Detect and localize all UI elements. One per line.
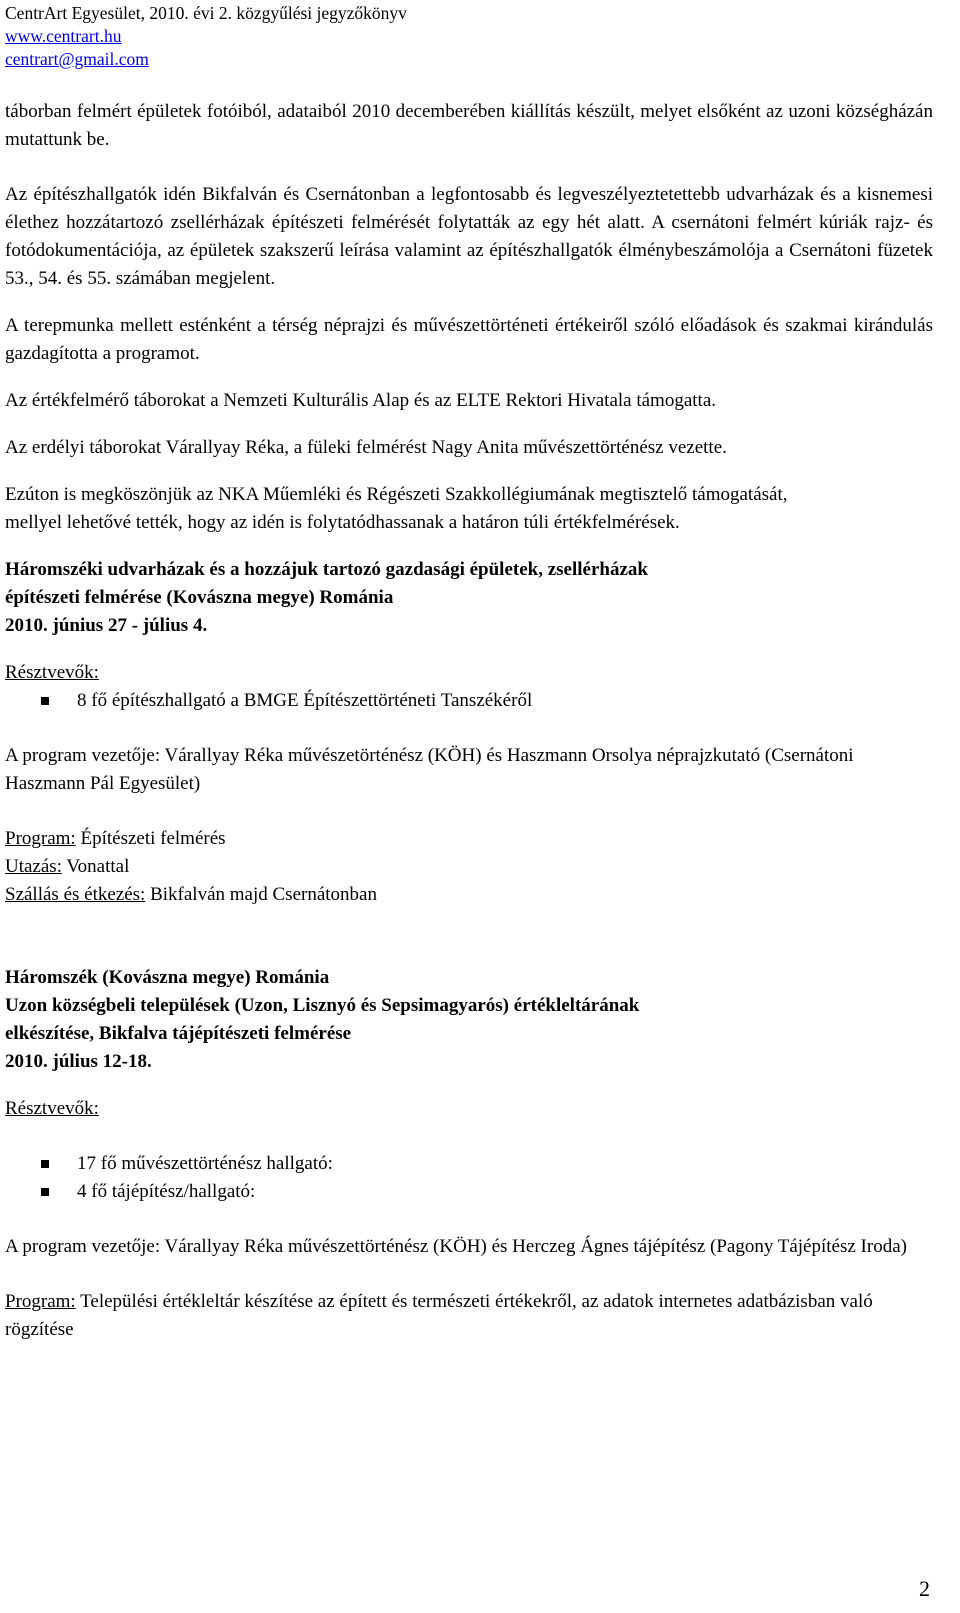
lodging-label: Szállás és étkezés:: [5, 884, 146, 905]
travel-label: Utazás:: [5, 856, 62, 877]
program-label: Program:: [5, 1291, 76, 1312]
document-title: CentrArt Egyesület, 2010. évi 2. közgyűlési jegyzőkönyv: [5, 3, 407, 23]
section-1-leader: A program vezetője: Várallyay Réka művészetörténész (KÖH) és Haszmann Orsolya néprajzkutató (Csernátoni Haszmann Pál Egyesület): [5, 745, 854, 794]
section-1-program: [5, 825, 933, 853]
section-2-heading: [5, 964, 933, 1076]
section-2: [5, 964, 933, 1344]
section-1-heading: [5, 556, 933, 640]
list-item: 8 fő építészhallgató a BMGE Építészettörténeti Tanszékéről: [41, 687, 933, 715]
paragraph-2: Az építészhallgatók idén Bikfalván és Csernátonban a legfontosabb és legveszélyeztetettebb udvarházak és a kisnemesi élethez hozzátartozó zsellérházak építészeti felmérését folytatták az egy hét alatt. A csernátoni felmért kúriák rajz- és fotódokumentációja, az épületek szakszerű leírása valamint az építészhallgatók élménybeszámolója a Csernátoni füzetek 53., 54. és 55. számában megjelent.: [5, 184, 933, 289]
section-1-participants-label: Résztvevők:: [5, 662, 99, 683]
section-1: [5, 556, 933, 909]
paragraph-1: táborban felmért épületek fotóiból, adataiból 2010 decemberében kiállítás készült, melyet elsőként az uzoni községházán mutattunk be.: [5, 101, 933, 150]
paragraph-3: A terepmunka mellett esténként a térség néprajzi és művészettörténeti értékeiről szóló előadások és szakmai kirándulás gazdagította a programot.: [5, 315, 933, 364]
section-1-heading-line-2: építészeti felmérése (Kovászna megye) Románia: [5, 587, 394, 608]
page-number: 2: [919, 1576, 930, 1601]
email-link[interactable]: centrart@gmail.com: [5, 49, 149, 69]
paragraph-4: Az értékfelmérő táborokat a Nemzeti Kulturális Alap és az ELTE Rektori Hivatala támogatta.: [5, 390, 717, 411]
section-2-leader: A program vezetője: Várallyay Réka művészettörténész (KÖH) és Herczeg Ágnes tájépítész (Pagony Tájépítész Iroda): [5, 1236, 907, 1257]
section-2-heading-line-3: elkészítése, Bikfalva tájépítészeti felmérése: [5, 1023, 352, 1044]
section-2-participants-list: [5, 1150, 933, 1206]
section-2-program: [5, 1288, 933, 1344]
program-value: Települési értékleltár készítése az épített és természeti értékekről, az adatok internetes adatbázisban való rögzítése: [5, 1291, 873, 1340]
list-item: 4 fő tájépítész/hallgató:: [41, 1178, 933, 1206]
section-1-date: 2010. június 27 - július 4.: [5, 615, 208, 636]
section-1-heading-line-1: Háromszéki udvarházak és a hozzájuk tartozó gazdasági épületek, zsellérházak: [5, 559, 648, 580]
program-value: Építészeti felmérés: [75, 828, 226, 849]
section-1-lodging: [5, 881, 933, 909]
document-body: [5, 98, 933, 1344]
website-link[interactable]: www.centrart.hu: [5, 26, 122, 46]
lodging-value: Bikfalván majd Csernátonban: [145, 884, 377, 905]
travel-value: Vonattal: [61, 856, 130, 877]
paragraph-6: Ezúton is megköszönjük az NKA Műemléki és Régészeti Szakkollégiumának megtisztelő támogatását, mellyel lehetővé tették, hogy az idén is folytatódhassanak a határon túli értékfelmérések.: [5, 484, 788, 533]
section-2-participants-label: Résztvevők:: [5, 1098, 99, 1119]
section-2-date: 2010. július 12-18.: [5, 1051, 152, 1072]
section-1-travel: [5, 853, 933, 881]
section-2-heading-line-1: Háromszék (Kovászna megye) Románia: [5, 967, 330, 988]
section-2-heading-line-2: Uzon községbeli települések (Uzon, Lisznyó és Sepsimagyarós) értékleltárának: [5, 995, 640, 1016]
paragraph-5: Az erdélyi táborokat Várallyay Réka, a füleki felmérést Nagy Anita művészettörténész vezette.: [5, 437, 727, 458]
section-1-participants-list: [5, 687, 933, 715]
list-item: 17 fő művészettörténész hallgató:: [41, 1150, 933, 1178]
program-label: Program:: [5, 828, 76, 849]
document-header: [5, 2, 407, 71]
